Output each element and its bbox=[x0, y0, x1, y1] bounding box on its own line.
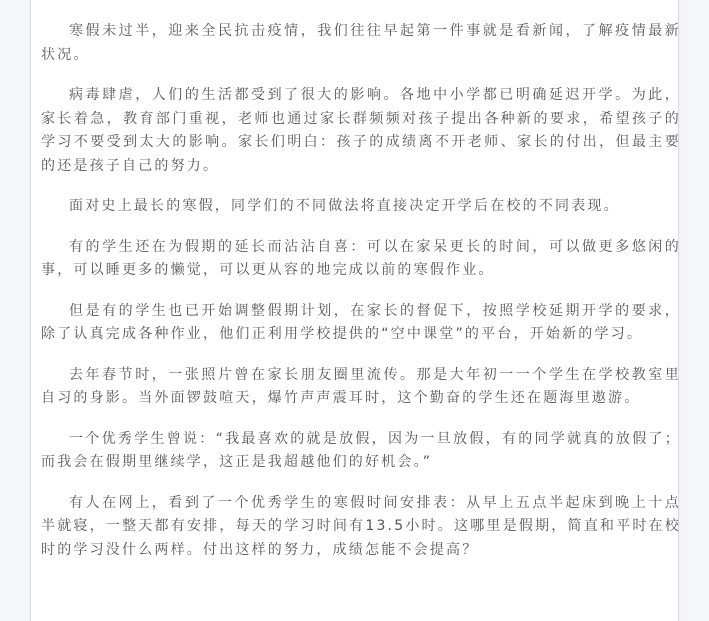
article-paragraph-6: 去年春节时，一张照片曾在家长朋友圈里流传。那是大年初一一个学生在学校教室里自习的身影。当外面锣鼓喧天，爆竹声声震耳时，这个勤奋的学生还在题海里遨游。 bbox=[41, 366, 681, 406]
article-body bbox=[41, 20, 696, 579]
article-paragraph-7: 一个优秀学生曾说：“我最喜欢的就是放假，因为一旦放假，有的同学就真的放假了；而我会在假期里继续学，这正是我超越他们的好机会。” bbox=[41, 430, 681, 470]
article-paragraph-2: 病毒肆虐，人们的生活都受到了很大的影响。各地中小学都已明确延迟开学。为此，家长着急，教育部门重视，老师也通过家长群频频对孩子提出各种新的要求，希望孩子的学习不要受到太大的影响。家长们明白：孩子的成绩离不开老师、家长的付出，但最主要的还是孩子自己的努力。 bbox=[41, 87, 681, 174]
article-paragraph-5: 但是有的学生也已开始调整假期计划，在家长的督促下，按照学校延期开学的要求，除了认真完成各种作业，他们正利用学校提供的“空中课堂”的平台，开始新的学习。 bbox=[41, 302, 681, 342]
article-paragraph-3: 面对史上最长的寒假，同学们的不同做法将直接决定开学后在校的不同表现。 bbox=[69, 198, 620, 214]
article-paragraph-4: 有的学生还在为假期的延长而沾沾自喜：可以在家呆更长的时间，可以做更多悠闲的事，可以睡更多的懒觉，可以更从容的地完成以前的寒假作业。 bbox=[41, 238, 681, 278]
article-paragraph-8: 有人在网上，看到了一个优秀学生的寒假时间安排表：从早上五点半起床到晚上十点半就寝，一整天都有安排，每天的学习时间有13.5小时。这哪里是假期，简直和平时在校时的学习没什么两样。付出这样的努力，成绩怎能不会提高？ bbox=[41, 494, 681, 558]
article-card bbox=[30, 0, 679, 621]
article-paragraph-1: 寒假未过半，迎来全民抗击疫情，我们往往早起第一件事就是看新闻，了解疫情最新状况。 bbox=[41, 23, 681, 63]
